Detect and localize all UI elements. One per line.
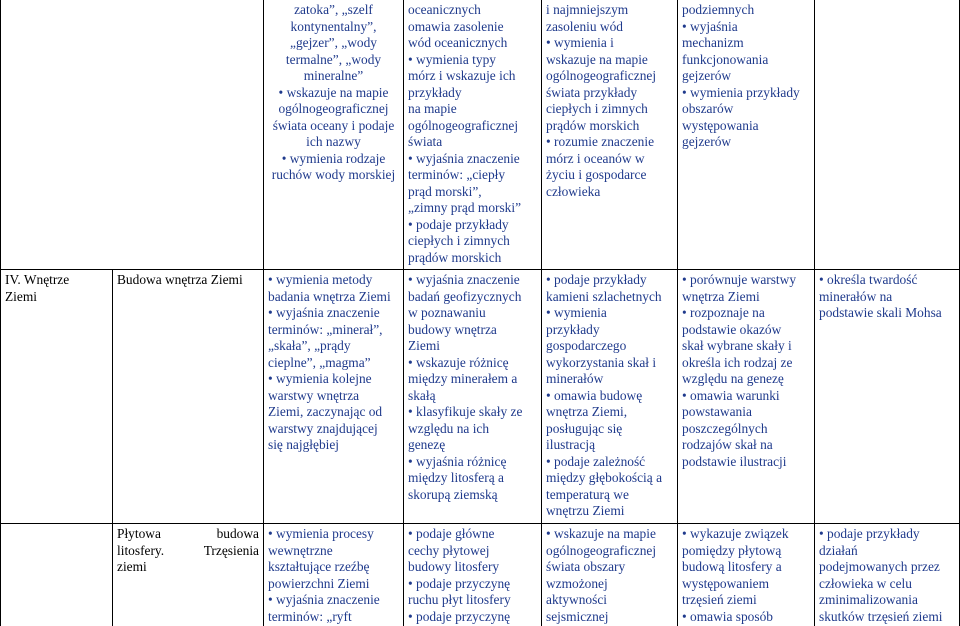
text-line: występowania [682,117,759,133]
text-line: Ziemi [5,288,37,304]
text-line: • podaje przykłady [408,216,509,232]
text-line: • wymienia i [546,35,614,50]
text-line: • rozpoznaje na [682,305,765,320]
text-line: • podaje przyczynę [408,608,511,624]
text-line: świata obszary [546,559,626,574]
row-divider [0,269,960,270]
text-line: gospodarczego [546,338,627,353]
mid-col-3 [678,272,814,470]
text-line: przykłady [546,321,600,337]
text-line: między głębokością a [546,470,663,485]
mid-col-1 [404,272,541,503]
text-line: Ziemi [408,338,440,353]
text-line: mechanizm [682,35,744,50]
text-line: podejmowanych przez [819,559,940,574]
text-line: względu na genezę [682,371,784,386]
text-line: między litosferą a [408,470,504,485]
text-line: • wyjaśnia znaczenie [268,305,380,320]
text-line: kamieni szlachetnych [546,288,662,304]
top-col-4 [678,2,814,151]
text-line: „gejzer”, „wody [290,35,377,50]
text-line: • wykazuje związek [682,526,789,541]
text-line: ciepłych i zimnych [408,233,510,248]
text-line: ogólnogeograficznej [546,542,657,558]
text-line: • wyjaśnia znaczenie [408,150,520,166]
text-line: trzęsień ziemi [682,592,757,607]
text-line: wzmożonej [546,575,608,591]
word: litosfery. [117,542,165,558]
top-col-2 [404,2,541,266]
text-line: wód oceanicznych [408,35,508,50]
text-line: • wyjaśnia znaczenie [408,272,520,287]
text-line: pomiędzy płytową [682,542,782,558]
text-line: • wskazuje różnicę [408,354,509,370]
text-line: • klasyfikuje skały ze [408,404,523,419]
text-line: skorupą ziemską [408,486,498,502]
bot-col-1 [404,526,541,625]
text-line: powstawania [682,404,752,419]
text-line: • podaje przykłady [546,272,647,287]
text-line: ogólnogeograficznej [546,68,657,83]
text-line: • podaje zależność [546,453,646,469]
text-line [117,543,259,560]
bot-col-4 [815,526,959,625]
text-line: świata [408,134,443,149]
text-line: działań [819,542,858,558]
text-line: podstawie okazów [682,321,782,337]
text-line: się najgłębiej [268,437,340,452]
text-line: • wskazuje na mapie [278,84,389,100]
text-line: • porównuje warstwy [682,272,797,287]
mid-col-4 [815,272,959,322]
text-line: genezę [408,437,446,452]
text-line: aktywności [546,592,607,607]
text-line: ilustracją [546,437,596,452]
text-line: • wymienia kolejne [268,371,372,386]
text-line: • podaje główne [408,526,495,541]
text-line: • omawia budowę [546,387,643,403]
text-line: świata oceany i podaje [272,117,395,133]
text-line: wnętrzu Ziemi [546,503,625,518]
text-line: terminów: „ryft [268,608,352,624]
text-line: funkcjonowania [682,51,769,67]
text-line: wnętrza Ziemi, [546,404,628,419]
text-line: terminów: „minerał”, [268,321,383,337]
text-line: życiu i gospodarce [546,167,647,182]
top-col-1 [264,2,403,184]
text-line: prąd morski”, [408,183,482,199]
text-line: mineralne” [303,68,364,83]
text-line: podstawie ilustracji [682,453,787,469]
text-line: Ziemi, zaczynając od [268,404,383,419]
text-line: mórz i wskazuje ich [408,68,516,83]
text-line: mórz i oceanów w [546,150,645,166]
text-line [117,526,259,543]
text-line: • omawia warunki [682,387,780,403]
text-line: • wymienia [546,305,607,320]
text-line: • wymienia rodzaje [281,150,386,166]
text-line: kontynentalny”, [290,18,377,34]
top-col-3 [542,2,677,200]
text-line: określa ich rodzaj ze [682,354,793,370]
text-line: skał wybrane skały i [682,338,792,353]
text-line: skutków trzęsień ziemi [819,608,943,624]
text-line: wykorzystania skał i [546,354,657,370]
text-line: i najmniejszym [546,2,629,17]
text-line: między minerałem a [408,371,518,386]
text-line: świata przykłady [546,84,638,100]
text-line: „skała”, „prądy [268,338,351,353]
text-line: zminimalizowania [819,592,918,607]
text-line: powierzchni Ziemi [268,575,370,591]
topic-title [113,272,263,289]
text-line: • wymienia przykłady [682,84,800,100]
text-line: ziemi [117,559,147,574]
text-line: • podaje przykłady [819,526,920,541]
row-divider [0,523,960,524]
text-line: skałą [408,387,436,403]
text-line: • wymienia procesy [268,526,374,541]
text-line: człowieka w celu [819,575,912,591]
text-line: ogólnogeograficznej [408,117,519,133]
word: Płytowa [117,526,161,541]
text-line: • wymienia metody [268,272,373,287]
bot-col-2 [542,526,677,625]
text-line: • wymienia typy [408,51,496,67]
text-line: prądów morskich [546,117,640,133]
text-line: obszarów [682,101,734,116]
text-line: przykłady [408,84,462,100]
text-line: posługując się [546,420,623,436]
text-line: ruchu płyt litosfery [408,592,511,607]
text-line: budową litosfery a [682,559,782,574]
text-line: • omawia sposób [682,608,773,624]
bot-col-3 [678,526,814,625]
topic-title-plates [113,526,263,576]
mid-col-2 [542,272,677,520]
text-line: zatoka”, „szelf [294,2,373,17]
text-line: omawia zasolenie [408,18,504,34]
word: Trzęsienia [203,542,259,558]
bot-col-0 [264,526,403,625]
text-line: • wyjaśnia różnicę [408,453,507,469]
text-line: Budowa wnętrza Ziemi [117,272,243,287]
text-line: budowy wnętrza [408,321,497,337]
text-line: ruchów wody morskiej [271,167,396,182]
text-line: występowaniem [682,575,770,591]
text-line: budowy litosfery [408,559,500,574]
text-line: terminów: „ciepły [408,167,506,182]
text-line: • wskazuje na mapie [546,526,656,541]
text-line: • wyjaśnia [682,18,738,34]
text-line: gejzerów [682,134,732,149]
text-line: rodzajów skał na [682,437,773,452]
text-line: ich nazwy [306,134,361,149]
text-line: • rozumie znaczenie [546,134,655,149]
text-line: minerałów na [819,288,893,304]
text-line: warstwy znajdującej [268,420,378,436]
col-divider [0,0,1,626]
text-line: „zimny prąd morski” [408,200,522,215]
text-line: wewnętrzne [268,542,333,558]
text-line: kształtujące rzeźbę [268,559,370,574]
text-line: badań geofizycznych [408,288,522,304]
text-line: względu na ich [408,420,490,436]
text-line: • podaje przyczynę [408,575,511,591]
text-line: człowieka [546,183,601,199]
text-line: minerałów [546,371,604,386]
word: budowa [216,526,259,541]
text-line: badania wnętrza Ziemi [268,288,391,304]
text-line: podziemnych [682,2,755,17]
mid-col-0 [264,272,403,454]
text-line: • określa twardość [819,272,918,287]
text-line: ogólnogeograficznej [278,101,389,116]
text-line: ciepłych i zimnych [546,101,648,116]
text-line: warstwy wnętrza [268,387,360,403]
text-line: podstawie skali Mohsa [819,305,942,320]
text-line: • wyjaśnia znaczenie [268,592,380,607]
text-line: w poznawaniu [408,305,486,320]
text-line: na mapie [408,101,457,116]
text-line: wnętrza Ziemi [682,288,760,304]
text-line: temperaturą we [546,486,629,502]
text-line: oceanicznych [408,2,481,17]
section-title [1,272,112,305]
text-line: cechy płytowej [408,542,490,558]
text-line: wskazuje na mapie [546,51,648,67]
text-line: gejzerów [682,68,732,83]
text-line: cieplne”, „magma” [268,354,371,370]
text-line: zasoleniu wód [546,18,623,34]
text-line: poszczególnych [682,420,768,436]
text-line: termalne”, „wody [285,51,382,67]
text-line: prądów morskich [408,249,502,265]
text-line: sejsmicznej [546,608,609,624]
text-line: IV. Wnętrze [5,272,70,287]
